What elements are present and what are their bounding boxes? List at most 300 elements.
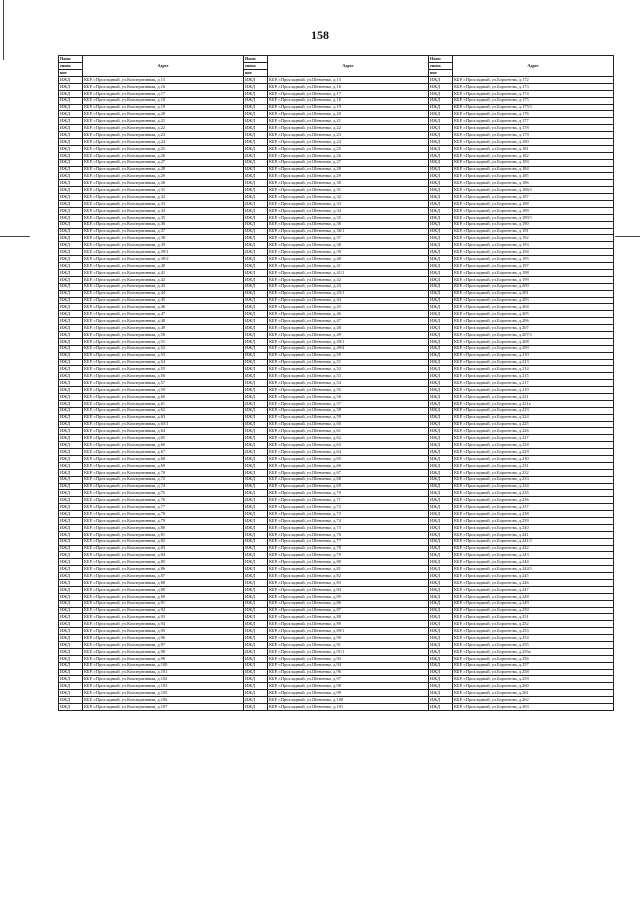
type-cell-col-3: ИЖД <box>429 518 453 525</box>
table-row <box>59 221 614 228</box>
address-cell-col-2: КБР, г.Прохладный, ул.Шевченко, д.76 <box>268 531 429 538</box>
address-cell-col-2: КБР, г.Прохладный, ул.Шевченко, д.49/4 <box>268 345 429 352</box>
address-cell-col-2: КБР, г.Прохладный, ул.Шевченко, д.100 <box>268 697 429 704</box>
type-cell-col-3: ИЖД <box>429 207 453 214</box>
type-cell-col-1: ИЖД <box>59 455 83 462</box>
type-cell-col-3: ИЖД <box>429 559 453 566</box>
address-cell-col-3: КБР, г.Прохладный, ул.Боронтова, д.240 <box>453 524 614 531</box>
type-cell-col-2: ИЖД <box>244 435 268 442</box>
type-cell-col-2: ИЖД <box>244 504 268 511</box>
address-cell-col-2: КБР, г.Прохладный, ул.Шевченко, д.77 <box>268 538 429 545</box>
address-cell-col-3: КБР, г.Прохладный, ул.Боронтова, д.225 <box>453 421 614 428</box>
address-cell-col-1: КБР, г.Прохладный, ул.Кооперативная, д.64 <box>83 428 244 435</box>
type-cell-col-3: ИЖД <box>429 662 453 669</box>
type-cell-col-2: ИЖД <box>244 607 268 614</box>
type-cell-col-3: ИЖД <box>429 276 453 283</box>
type-cell-col-1: ИЖД <box>59 655 83 662</box>
address-cell-col-3: КБР, г.Прохладный, ул.Боронтова, д.191 <box>453 228 614 235</box>
type-cell-col-1: ИЖД <box>59 524 83 531</box>
type-cell-col-1: ИЖД <box>59 187 83 194</box>
address-cell-col-2: КБР, г.Прохладный, ул.Шевченко, д.84 <box>268 586 429 593</box>
type-cell-col-2: ИЖД <box>244 338 268 345</box>
address-cell-col-2: КБР, г.Прохладный, ул.Шевченко, д.53 <box>268 373 429 380</box>
type-cell-col-2: ИЖД <box>244 628 268 635</box>
address-cell-col-2: КБР, г.Прохладный, ул.Шевченко, д.87 <box>268 607 429 614</box>
address-cell-col-1: КБР, г.Прохладный, ул.Кооперативная, д.70 <box>83 469 244 476</box>
address-cell-col-1: КБР, г.Прохладный, ул.Кооперативная, д.20 <box>83 111 244 118</box>
address-cell-col-3: КБР, г.Прохладный, ул.Боронтова, д.213 <box>453 359 614 366</box>
address-cell-col-3: КБР, г.Прохладный, ул.Боронтова, д.186 <box>453 180 614 187</box>
address-cell-col-1: КБР, г.Прохладный, ул.Кооперативная, д.98 <box>83 648 244 655</box>
header-address-col-1: Адрес <box>83 56 244 77</box>
type-cell-col-3: ИЖД <box>429 531 453 538</box>
type-cell-col-1: ИЖД <box>59 173 83 180</box>
type-cell-col-3: ИЖД <box>429 393 453 400</box>
type-cell-col-1: ИЖД <box>59 621 83 628</box>
table-row <box>59 173 614 180</box>
type-cell-col-2: ИЖД <box>244 552 268 559</box>
type-cell-col-3: ИЖД <box>429 111 453 118</box>
type-cell-col-1: ИЖД <box>59 304 83 311</box>
type-cell-col-3: ИЖД <box>429 455 453 462</box>
address-cell-col-2: КБР, г.Прохладный, ул.Шевченко, д.36/1 <box>268 228 429 235</box>
address-cell-col-2: КБР, г.Прохладный, ул.Шевченко, д.22 <box>268 125 429 132</box>
type-cell-col-3: ИЖД <box>429 421 453 428</box>
type-cell-col-2: ИЖД <box>244 90 268 97</box>
table-row <box>59 655 614 662</box>
type-cell-col-1: ИЖД <box>59 145 83 152</box>
table-row <box>59 331 614 338</box>
table-row <box>59 683 614 690</box>
address-cell-col-3: КБР, г.Прохладный, ул.Боронтова, д.208 <box>453 338 614 345</box>
type-cell-col-3: ИЖД <box>429 83 453 90</box>
address-cell-col-1: КБР, г.Прохладный, ул.Кооперативная, д.106 <box>83 697 244 704</box>
type-cell-col-2: ИЖД <box>244 642 268 649</box>
type-cell-col-2: ИЖД <box>244 366 268 373</box>
type-cell-col-3: ИЖД <box>429 242 453 249</box>
type-cell-col-2: ИЖД <box>244 187 268 194</box>
type-cell-col-2: ИЖД <box>244 635 268 642</box>
type-cell-col-2: ИЖД <box>244 263 268 270</box>
type-cell-col-3: ИЖД <box>429 214 453 221</box>
address-cell-col-1: КБР, г.Прохладный, ул.Кооперативная, д.81 <box>83 531 244 538</box>
address-cell-col-1: КБР, г.Прохладный, ул.Кооперативная, д.93 <box>83 614 244 621</box>
table-row <box>59 194 614 201</box>
address-cell-col-2: КБР, г.Прохладный, ул.Шевченко, д.21 <box>268 118 429 125</box>
type-cell-col-2: ИЖД <box>244 194 268 201</box>
address-cell-col-2: КБР, г.Прохладный, ул.Шевченко, д.80 <box>268 559 429 566</box>
type-cell-col-3: ИЖД <box>429 152 453 159</box>
address-cell-col-3: КБР, г.Прохладный, ул.Боронтова, д.177 <box>453 118 614 125</box>
table-row <box>59 132 614 139</box>
address-cell-col-3: КБР, г.Прохладный, ул.Боронтова, д.238 <box>453 511 614 518</box>
type-cell-col-1: ИЖД <box>59 531 83 538</box>
address-cell-col-1: КБР, г.Прохладный, ул.Кооперативная, д.75 <box>83 490 244 497</box>
type-cell-col-3: ИЖД <box>429 318 453 325</box>
type-cell-col-3: ИЖД <box>429 77 453 84</box>
type-cell-col-1: ИЖД <box>59 421 83 428</box>
type-cell-col-2: ИЖД <box>244 476 268 483</box>
address-cell-col-3: КБР, г.Прохладный, ул.Боронтова, д.230 <box>453 455 614 462</box>
type-cell-col-2: ИЖД <box>244 683 268 690</box>
type-cell-col-1: ИЖД <box>59 331 83 338</box>
table-row <box>59 228 614 235</box>
type-cell-col-3: ИЖД <box>429 524 453 531</box>
type-cell-col-3: ИЖД <box>429 497 453 504</box>
table-row <box>59 104 614 111</box>
address-cell-col-2: КБР, г.Прохладный, ул.Шевченко, д.63 <box>268 442 429 449</box>
type-cell-col-1: ИЖД <box>59 311 83 318</box>
address-cell-col-3: КБР, г.Прохладный, ул.Боронтова, д.237 <box>453 504 614 511</box>
type-cell-col-2: ИЖД <box>244 242 268 249</box>
address-cell-col-1: КБР, г.Прохладный, ул.Кооперативная, д.18 <box>83 97 244 104</box>
type-cell-col-1: ИЖД <box>59 407 83 414</box>
type-cell-col-2: ИЖД <box>244 359 268 366</box>
address-cell-col-3: КБР, г.Прохладный, ул.Боронтова, д.210 <box>453 352 614 359</box>
header-type-col-3: Наим <box>429 56 453 63</box>
address-cell-col-2: КБР, г.Прохладный, ул.Шевченко, д.75 <box>268 524 429 531</box>
address-cell-col-3: КБР, г.Прохладный, ул.Боронтова, д.181 <box>453 145 614 152</box>
table-row <box>59 504 614 511</box>
type-cell-col-2: ИЖД <box>244 600 268 607</box>
table-row <box>59 538 614 545</box>
address-cell-col-2: КБР, г.Прохладный, ул.Шевченко, д.81 <box>268 566 429 573</box>
type-cell-col-3: ИЖД <box>429 683 453 690</box>
address-cell-col-1: КБР, г.Прохладный, ул.Кооперативная, д.26 <box>83 152 244 159</box>
type-cell-col-3: ИЖД <box>429 325 453 332</box>
type-cell-col-1: ИЖД <box>59 194 83 201</box>
table-row <box>59 111 614 118</box>
address-cell-col-1: КБР, г.Прохладный, ул.Кооперативная, д.50 <box>83 331 244 338</box>
address-cell-col-3: КБР, г.Прохладный, ул.Боронтова, д.199 <box>453 276 614 283</box>
header-address-col-3: Адрес <box>453 56 614 77</box>
table-row <box>59 187 614 194</box>
table-row <box>59 690 614 697</box>
type-cell-col-1: ИЖД <box>59 83 83 90</box>
type-cell-col-1: ИЖД <box>59 269 83 276</box>
type-cell-col-3: ИЖД <box>429 580 453 587</box>
address-cell-col-3: КБР, г.Прохладный, ул.Боронтова, д.179 <box>453 132 614 139</box>
address-cell-col-3: КБР, г.Прохладный, ул.Боронтова, д.217 <box>453 380 614 387</box>
page-number: 158 <box>311 28 329 42</box>
type-cell-col-3: ИЖД <box>429 290 453 297</box>
type-cell-col-1: ИЖД <box>59 297 83 304</box>
address-cell-col-2: КБР, г.Прохладный, ул.Шевченко, д.49/1 <box>268 338 429 345</box>
type-cell-col-3: ИЖД <box>429 552 453 559</box>
address-cell-col-1: КБР, г.Прохладный, ул.Кооперативная, д.79 <box>83 518 244 525</box>
type-cell-col-3: ИЖД <box>429 145 453 152</box>
address-cell-col-2: КБР, г.Прохладный, ул.Шевченко, д.88 <box>268 614 429 621</box>
type-cell-col-1: ИЖД <box>59 249 83 256</box>
address-cell-col-3: КБР, г.Прохладный, ул.Боронтова, д.255 <box>453 642 614 649</box>
header-type-col-1-line-3: ние <box>59 70 83 77</box>
type-cell-col-1: ИЖД <box>59 139 83 146</box>
type-cell-col-3: ИЖД <box>429 669 453 676</box>
address-cell-col-2: КБР, г.Прохладный, ул.Шевченко, д.83 <box>268 580 429 587</box>
type-cell-col-1: ИЖД <box>59 697 83 704</box>
table-row <box>59 159 614 166</box>
type-cell-col-3: ИЖД <box>429 704 453 711</box>
type-cell-col-2: ИЖД <box>244 648 268 655</box>
header-type-col-1: Наим <box>59 56 83 63</box>
address-cell-col-2: КБР, г.Прохладный, ул.Шевченко, д.94 <box>268 662 429 669</box>
type-cell-col-1: ИЖД <box>59 490 83 497</box>
address-cell-col-1: КБР, г.Прохладный, ул.Кооперативная, д.27 <box>83 159 244 166</box>
table-row <box>59 442 614 449</box>
table-row <box>59 269 614 276</box>
address-cell-col-2: КБР, г.Прохладный, ул.Шевченко, д.86 <box>268 600 429 607</box>
address-cell-col-1: КБР, г.Прохладный, ул.Кооперативная, д.19 <box>83 104 244 111</box>
address-cell-col-1: КБР, г.Прохладный, ул.Кооперативная, д.57 <box>83 380 244 387</box>
table-row <box>59 600 614 607</box>
address-cell-col-1: КБР, г.Прохладный, ул.Кооперативная, д.43 <box>83 283 244 290</box>
table-row <box>59 552 614 559</box>
address-cell-col-3: КБР, г.Прохладный, ул.Боронтова, д.200 <box>453 283 614 290</box>
address-cell-col-2: КБР, г.Прохладный, ул.Шевченко, д.31 <box>268 187 429 194</box>
address-cell-col-3: КБР, г.Прохладный, ул.Боронтова, д.189/1 <box>453 214 614 221</box>
address-cell-col-3: КБР, г.Прохладный, ул.Боронтова, д.183 <box>453 159 614 166</box>
address-cell-col-1: КБР, г.Прохладный, ул.Кооперативная, д.101 <box>83 669 244 676</box>
address-cell-col-3: КБР, г.Прохладный, ул.Боронтова, д.207/1 <box>453 331 614 338</box>
address-cell-col-1: КБР, г.Прохладный, ул.Кооперативная, д.68 <box>83 455 244 462</box>
table-row <box>59 97 614 104</box>
table-row <box>59 311 614 318</box>
address-cell-col-1: КБР, г.Прохладный, ул.Кооперативная, д.91 <box>83 600 244 607</box>
table-row <box>59 648 614 655</box>
table-row <box>59 697 614 704</box>
table-row <box>59 276 614 283</box>
address-cell-col-3: КБР, г.Прохладный, ул.Боронтова, д.259 <box>453 676 614 683</box>
type-cell-col-1: ИЖД <box>59 290 83 297</box>
table-row <box>59 152 614 159</box>
type-cell-col-1: ИЖД <box>59 704 83 711</box>
address-cell-col-1: КБР, г.Прохладный, ул.Кооперативная, д.29 <box>83 173 244 180</box>
address-cell-col-3: КБР, г.Прохладный, ул.Боронтова, д.243 <box>453 552 614 559</box>
type-cell-col-1: ИЖД <box>59 566 83 573</box>
type-cell-col-2: ИЖД <box>244 545 268 552</box>
address-cell-col-2: КБР, г.Прохладный, ул.Шевченко, д.68 <box>268 476 429 483</box>
address-cell-col-1: КБР, г.Прохладный, ул.Кооперативная, д.80 <box>83 524 244 531</box>
address-cell-col-2: КБР, г.Прохладный, ул.Шевченко, д.19 <box>268 104 429 111</box>
table-row <box>59 90 614 97</box>
type-cell-col-1: ИЖД <box>59 180 83 187</box>
address-cell-col-1: КБР, г.Прохладный, ул.Кооперативная, д.16 <box>83 83 244 90</box>
type-cell-col-3: ИЖД <box>429 538 453 545</box>
table-row <box>59 586 614 593</box>
table-row <box>59 325 614 332</box>
address-cell-col-3: КБР, г.Прохладный, ул.Боронтова, д.195 <box>453 256 614 263</box>
type-cell-col-1: ИЖД <box>59 90 83 97</box>
type-cell-col-3: ИЖД <box>429 194 453 201</box>
type-cell-col-3: ИЖД <box>429 283 453 290</box>
type-cell-col-1: ИЖД <box>59 559 83 566</box>
address-cell-col-2: КБР, г.Прохладный, ул.Шевченко, д.67 <box>268 469 429 476</box>
address-cell-col-2: КБР, г.Прохладный, ул.Шевченко, д.20 <box>268 111 429 118</box>
address-cell-col-1: КБР, г.Прохладный, ул.Кооперативная, д.35 <box>83 214 244 221</box>
table-row <box>59 614 614 621</box>
address-cell-col-1: КБР, г.Прохладный, ул.Кооперативная, д.56 <box>83 373 244 380</box>
address-cell-col-3: КБР, г.Прохладный, ул.Боронтова, д.184 <box>453 166 614 173</box>
address-cell-col-3: КБР, г.Прохладный, ул.Боронтова, д.203 <box>453 297 614 304</box>
address-cell-col-1: КБР, г.Прохладный, ул.Кооперативная, д.72 <box>83 476 244 483</box>
address-cell-col-3: КБР, г.Прохладный, ул.Боронтова, д.204 <box>453 304 614 311</box>
type-cell-col-2: ИЖД <box>244 449 268 456</box>
type-cell-col-2: ИЖД <box>244 318 268 325</box>
type-cell-col-1: ИЖД <box>59 283 83 290</box>
address-cell-col-2: КБР, г.Прохладный, ул.Шевченко, д.90 <box>268 635 429 642</box>
table-row <box>59 421 614 428</box>
address-cell-col-2: КБР, г.Прохладный, ул.Шевченко, д.69 <box>268 483 429 490</box>
table-row <box>59 469 614 476</box>
type-cell-col-3: ИЖД <box>429 642 453 649</box>
type-cell-col-2: ИЖД <box>244 180 268 187</box>
address-cell-col-2: КБР, г.Прохладный, ул.Шевченко, д.82 <box>268 573 429 580</box>
address-cell-col-1: КБР, г.Прохладный, ул.Кооперативная, д.49 <box>83 325 244 332</box>
type-cell-col-1: ИЖД <box>59 690 83 697</box>
header-type-col-1-line-2: енова <box>59 63 83 70</box>
type-cell-col-3: ИЖД <box>429 125 453 132</box>
address-cell-col-2: КБР, г.Прохладный, ул.Шевченко, д.61 <box>268 428 429 435</box>
address-cell-col-1: КБР, г.Прохладный, ул.Кооперативная, д.15 <box>83 77 244 84</box>
address-cell-col-1: КБР, г.Прохладный, ул.Кооперативная, д.100 <box>83 662 244 669</box>
address-cell-col-2: КБР, г.Прохладный, ул.Шевченко, д.30 <box>268 180 429 187</box>
table-row <box>59 449 614 456</box>
table-row <box>59 407 614 414</box>
address-cell-col-3: КБР, г.Прохладный, ул.Боронтова, д.258 <box>453 669 614 676</box>
address-cell-col-1: КБР, г.Прохладный, ул.Кооперативная, д.87 <box>83 573 244 580</box>
type-cell-col-2: ИЖД <box>244 373 268 380</box>
address-cell-col-3: КБР, г.Прохладный, ул.Боронтова, д.261 <box>453 690 614 697</box>
address-cell-col-2: КБР, г.Прохладный, ул.Шевченко, д.18 <box>268 97 429 104</box>
type-cell-col-2: ИЖД <box>244 387 268 394</box>
type-cell-col-1: ИЖД <box>59 111 83 118</box>
type-cell-col-2: ИЖД <box>244 125 268 132</box>
type-cell-col-3: ИЖД <box>429 235 453 242</box>
type-cell-col-1: ИЖД <box>59 242 83 249</box>
type-cell-col-1: ИЖД <box>59 449 83 456</box>
type-cell-col-3: ИЖД <box>429 676 453 683</box>
address-cell-col-1: КБР, г.Прохладный, ул.Кооперативная, д.89 <box>83 586 244 593</box>
address-cell-col-2: КБР, г.Прохладный, ул.Шевченко, д.47 <box>268 318 429 325</box>
header-type-col-3-line-2: енова <box>429 63 453 70</box>
address-cell-col-1: КБР, г.Прохладный, ул.Кооперативная, д.78 <box>83 511 244 518</box>
address-cell-col-1: КБР, г.Прохладный, ул.Кооперативная, д.63/1 <box>83 421 244 428</box>
type-cell-col-3: ИЖД <box>429 173 453 180</box>
address-cell-col-3: КБР, г.Прохладный, ул.Боронтова, д.228 <box>453 442 614 449</box>
address-cell-col-3: КБР, г.Прохладный, ул.Боронтова, д.197 <box>453 263 614 270</box>
address-cell-col-1: КБР, г.Прохладный, ул.Кооперативная, д.61 <box>83 400 244 407</box>
type-cell-col-2: ИЖД <box>244 269 268 276</box>
address-cell-col-3: КБР, г.Прохладный, ул.Боронтова, д.189 <box>453 207 614 214</box>
address-cell-col-1: КБР, г.Прохладный, ул.Кооперативная, д.17 <box>83 90 244 97</box>
type-cell-col-3: ИЖД <box>429 545 453 552</box>
address-cell-col-2: КБР, г.Прохладный, ул.Шевченко, д.91/1 <box>268 648 429 655</box>
address-cell-col-3: КБР, г.Прохладный, ул.Боронтова, д.219 <box>453 387 614 394</box>
table-row <box>59 400 614 407</box>
type-cell-col-3: ИЖД <box>429 187 453 194</box>
table-row <box>59 290 614 297</box>
type-cell-col-1: ИЖД <box>59 580 83 587</box>
address-cell-col-3: КБР, г.Прохладный, ул.Боронтова, д.186/1 <box>453 187 614 194</box>
type-cell-col-3: ИЖД <box>429 690 453 697</box>
table-row <box>59 393 614 400</box>
type-cell-col-1: ИЖД <box>59 352 83 359</box>
address-cell-col-1: КБР, г.Прохладный, ул.Кооперативная, д.65 <box>83 435 244 442</box>
table-row <box>59 662 614 669</box>
address-cell-col-3: КБР, г.Прохладный, ул.Боронтова, д.229 <box>453 449 614 456</box>
type-cell-col-3: ИЖД <box>429 469 453 476</box>
type-cell-col-3: ИЖД <box>429 180 453 187</box>
table-row <box>59 531 614 538</box>
address-cell-col-3: КБР, г.Прохладный, ул.Боронтова, д.244/1 <box>453 566 614 573</box>
table-row <box>59 249 614 256</box>
address-cell-col-3: КБР, г.Прохладный, ул.Боронтова, д.206 <box>453 318 614 325</box>
address-cell-col-2: КБР, г.Прохладный, ул.Шевченко, д.70 <box>268 490 429 497</box>
type-cell-col-1: ИЖД <box>59 545 83 552</box>
type-cell-col-3: ИЖД <box>429 221 453 228</box>
address-cell-col-2: КБР, г.Прохладный, ул.Шевченко, д.89/1 <box>268 628 429 635</box>
address-cell-col-2: КБР, г.Прохладный, ул.Шевченко, д.38 <box>268 242 429 249</box>
type-cell-col-3: ИЖД <box>429 621 453 628</box>
type-cell-col-2: ИЖД <box>244 221 268 228</box>
type-cell-col-1: ИЖД <box>59 469 83 476</box>
type-cell-col-3: ИЖД <box>429 166 453 173</box>
table-row <box>59 490 614 497</box>
address-cell-col-3: КБР, г.Прохладный, ул.Боронтова, д.182 <box>453 152 614 159</box>
type-cell-col-1: ИЖД <box>59 207 83 214</box>
type-cell-col-1: ИЖД <box>59 573 83 580</box>
type-cell-col-3: ИЖД <box>429 586 453 593</box>
type-cell-col-2: ИЖД <box>244 697 268 704</box>
address-cell-col-1: КБР, г.Прохладный, ул.Кооперативная, д.32 <box>83 194 244 201</box>
type-cell-col-2: ИЖД <box>244 518 268 525</box>
type-cell-col-2: ИЖД <box>244 83 268 90</box>
address-cell-col-1: КБР, г.Прохладный, ул.Кооперативная, д.86 <box>83 566 244 573</box>
address-cell-col-3: КБР, г.Прохладный, ул.Боронтова, д.214 <box>453 366 614 373</box>
type-cell-col-2: ИЖД <box>244 104 268 111</box>
type-cell-col-3: ИЖД <box>429 228 453 235</box>
address-cell-col-3: КБР, г.Прохладный, ул.Боронтова, д.252 <box>453 621 614 628</box>
table-header <box>59 56 614 77</box>
type-cell-col-1: ИЖД <box>59 366 83 373</box>
type-cell-col-1: ИЖД <box>59 276 83 283</box>
table-row <box>59 580 614 587</box>
type-cell-col-3: ИЖД <box>429 566 453 573</box>
table-row <box>59 497 614 504</box>
table-row <box>59 145 614 152</box>
type-cell-col-2: ИЖД <box>244 118 268 125</box>
address-cell-col-3: КБР, г.Прохладный, ул.Боронтова, д.236 <box>453 497 614 504</box>
type-cell-col-1: ИЖД <box>59 642 83 649</box>
address-cell-col-1: КБР, г.Прохладный, ул.Кооперативная, д.22 <box>83 125 244 132</box>
address-cell-col-1: КБР, г.Прохладный, ул.Кооперативная, д.67 <box>83 449 244 456</box>
type-cell-col-2: ИЖД <box>244 442 268 449</box>
table-row <box>59 338 614 345</box>
type-cell-col-3: ИЖД <box>429 449 453 456</box>
address-cell-col-1: КБР, г.Прохладный, ул.Кооперативная, д.92 <box>83 607 244 614</box>
address-cell-col-2: КБР, г.Прохладный, ул.Шевченко, д.45 <box>268 304 429 311</box>
address-cell-col-3: КБР, г.Прохладный, ул.Боронтова, д.175/1 <box>453 104 614 111</box>
address-cell-col-2: КБР, г.Прохладный, ул.Шевченко, д.59 <box>268 414 429 421</box>
address-cell-col-3: КБР, г.Прохладный, ул.Боронтова, д.253 <box>453 628 614 635</box>
address-cell-col-2: КБР, г.Прохладный, ул.Шевченко, д.72 <box>268 504 429 511</box>
table-row <box>59 214 614 221</box>
header-type-col-3-line-3: ние <box>429 70 453 77</box>
address-cell-col-3: КБР, г.Прохладный, ул.Боронтова, д.223 <box>453 407 614 414</box>
type-cell-col-2: ИЖД <box>244 462 268 469</box>
table-row <box>59 256 614 263</box>
right-margin-tick <box>615 236 640 237</box>
